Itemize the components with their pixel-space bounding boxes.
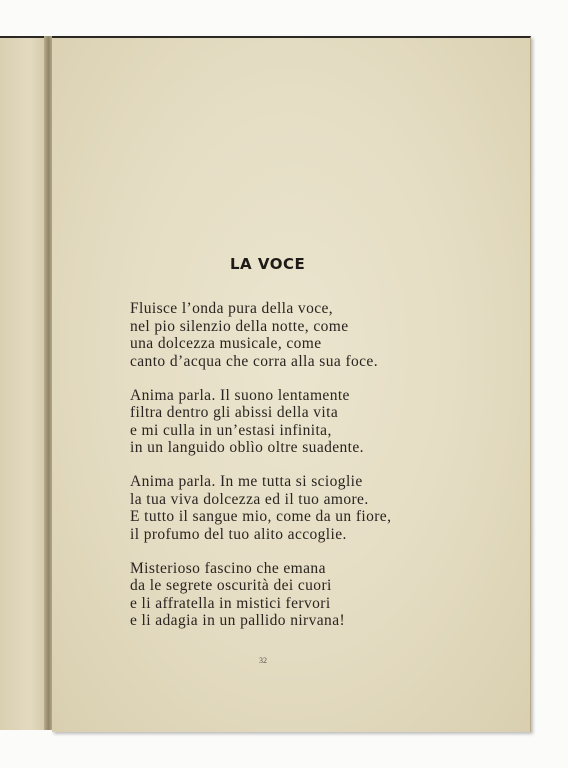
poem-line: in un languido oblìo oltre suadente. — [130, 439, 364, 456]
stanza — [130, 300, 430, 370]
poem-line: E tutto il sangue mio, come da un fiore, — [130, 508, 392, 525]
poem-body — [130, 300, 430, 646]
poem-line: Fluisce l’onda pura della voce, — [130, 300, 334, 317]
poem-line: e li adagia in un pallido nirvana! — [130, 612, 346, 629]
poem-line: da le segrete oscurità dei cuori — [130, 577, 332, 594]
poem-line: una dolcezza musicale, come — [130, 335, 322, 352]
poem-line: Anima parla. In me tutta si scioglie — [130, 473, 363, 490]
poem-line: nel pio silenzio della notte, come — [130, 317, 349, 335]
left-page-edge — [0, 36, 50, 730]
poem-line: il profumo del tuo alito accoglie. — [130, 525, 347, 543]
poem-line: Anima parla. Il suono lentamente — [130, 386, 350, 404]
poem-line: e mi culla in un’estasi infinita, — [130, 421, 332, 439]
poem-line: Misterioso fascino che emana — [130, 559, 326, 577]
poem-line: la tua viva dolcezza ed il tuo amore. — [130, 490, 369, 508]
poem-line: e li affratella in mistici fervori — [130, 594, 331, 612]
poem-title: LA VOCE — [230, 255, 306, 273]
page-number: 32 — [259, 656, 267, 665]
stanza — [130, 560, 430, 630]
stanza — [130, 387, 430, 457]
poem-line: filtra dentro gli abissi della vita — [130, 404, 339, 421]
stanza — [130, 473, 430, 543]
poem-line: canto d’acqua che corra alla sua foce. — [130, 352, 378, 370]
